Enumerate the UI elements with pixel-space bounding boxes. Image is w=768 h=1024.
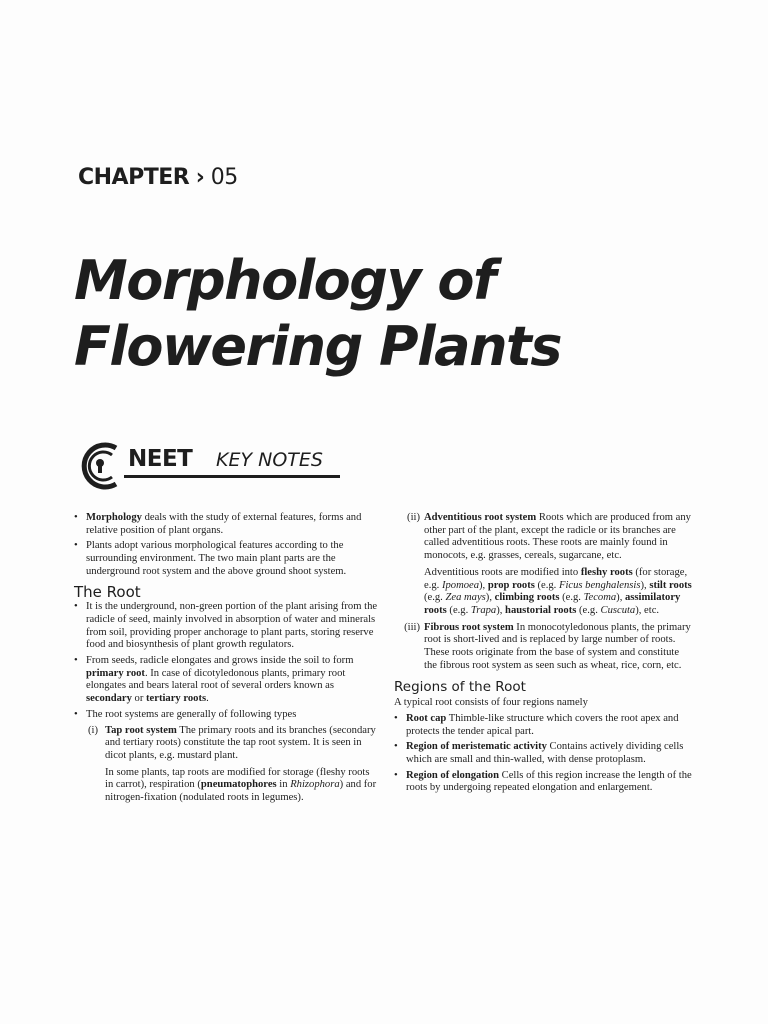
neet-key-notes-banner — [76, 442, 346, 490]
banner-underline — [124, 475, 340, 478]
heading-the-root: The Root — [74, 582, 141, 601]
item-fibrous-root-system: (iii) Fibrous root system In monocotyledonous plants, the primary root is short-lived and is replaced by large number of roots. These roots originate from the base of system and constitute the fibrous root system as seen such as wheat, rice, corn, etc. — [404, 621, 691, 671]
bullet-primary-root: • From seeds, radicle elongates and grows inside the soil to form primary root. In case of dicotyledonous plants, primary root elongates and bears lateral root of several orders known as secondary or tertiary roots. — [74, 655, 378, 706]
item-tap-root-system: (i) Tap root system The primary roots and its branches (secondary and tertiary roots) constitute the tap root system. It is seen in dicot plants, e.g. mustard plant. In some plants, tap roots are modified for storage (fleshy roots in carrot), respiration (pneumatophores in Rhizophora) and for nitrogen-fixation (nodulated roots in legumes). — [88, 724, 377, 804]
bullet-root-definition: • It is the underground, non-green portion of the plant arising from the radicle of seed, mainly involved in absorption of water and minerals from soil, providing proper anchorage to plant parts, storing reserve food and biosynthesis of plant growth regulators. — [74, 601, 378, 652]
heading-regions-of-root: Regions of the Root — [394, 679, 526, 696]
bullet-morphology: • Morphology deals with the study of external features, forms and relative position of plant organs. — [74, 512, 378, 537]
bullet-plant-parts: • Plants adopt various morphological features according to the surrounding environment. The two main plant parts are the underground root system and the above ground shoot system. — [74, 540, 378, 578]
keyhole-logo-icon — [76, 442, 124, 490]
right-column — [394, 512, 694, 798]
title-line-1: Morphology of — [74, 249, 496, 312]
bullet-elongation-region: • Region of elongation Cells of this region increase the length of the roots by undergoing repeated elongation and enlargement. — [394, 770, 694, 795]
bullet-root-types: • The root systems are generally of following types — [74, 709, 378, 722]
key-notes-label: KEY NOTES — [216, 449, 323, 471]
page-title — [74, 248, 561, 380]
regions-intro: A typical root consists of four regions namely — [394, 697, 588, 709]
bullet-meristematic-region: • Region of meristematic activity Contains actively dividing cells which are small and thin-walled, with dense protoplasm. — [394, 741, 694, 766]
neet-label: NEET — [128, 446, 193, 472]
chapter-label: CHAPTER › 05 — [78, 165, 238, 190]
bullet-root-cap: • Root cap Thimble-like structure which covers the root apex and protects the tender apical part. — [394, 713, 694, 738]
title-line-2: Flowering Plants — [74, 315, 561, 378]
left-column — [74, 512, 378, 809]
item-adventitious-root-system: (ii) Adventitious root system Roots which are produced from any other part of the plant, except the radicle or its branches are called adventitious roots. These roots are mainly found in monocots, e.g. grasses, cereals, sugarcane, etc. Adventitious roots are modified into fleshy roots (for storage, e.g. Ipomoea), prop roots (e.g. Ficus benghalensis), stilt roots (e.g. Zea mays), climbing roots (e.g. Tecoma), assimilatory roots (e.g. Trapa), haustorial roots (e.g. Cuscuta), etc. — [407, 512, 692, 616]
